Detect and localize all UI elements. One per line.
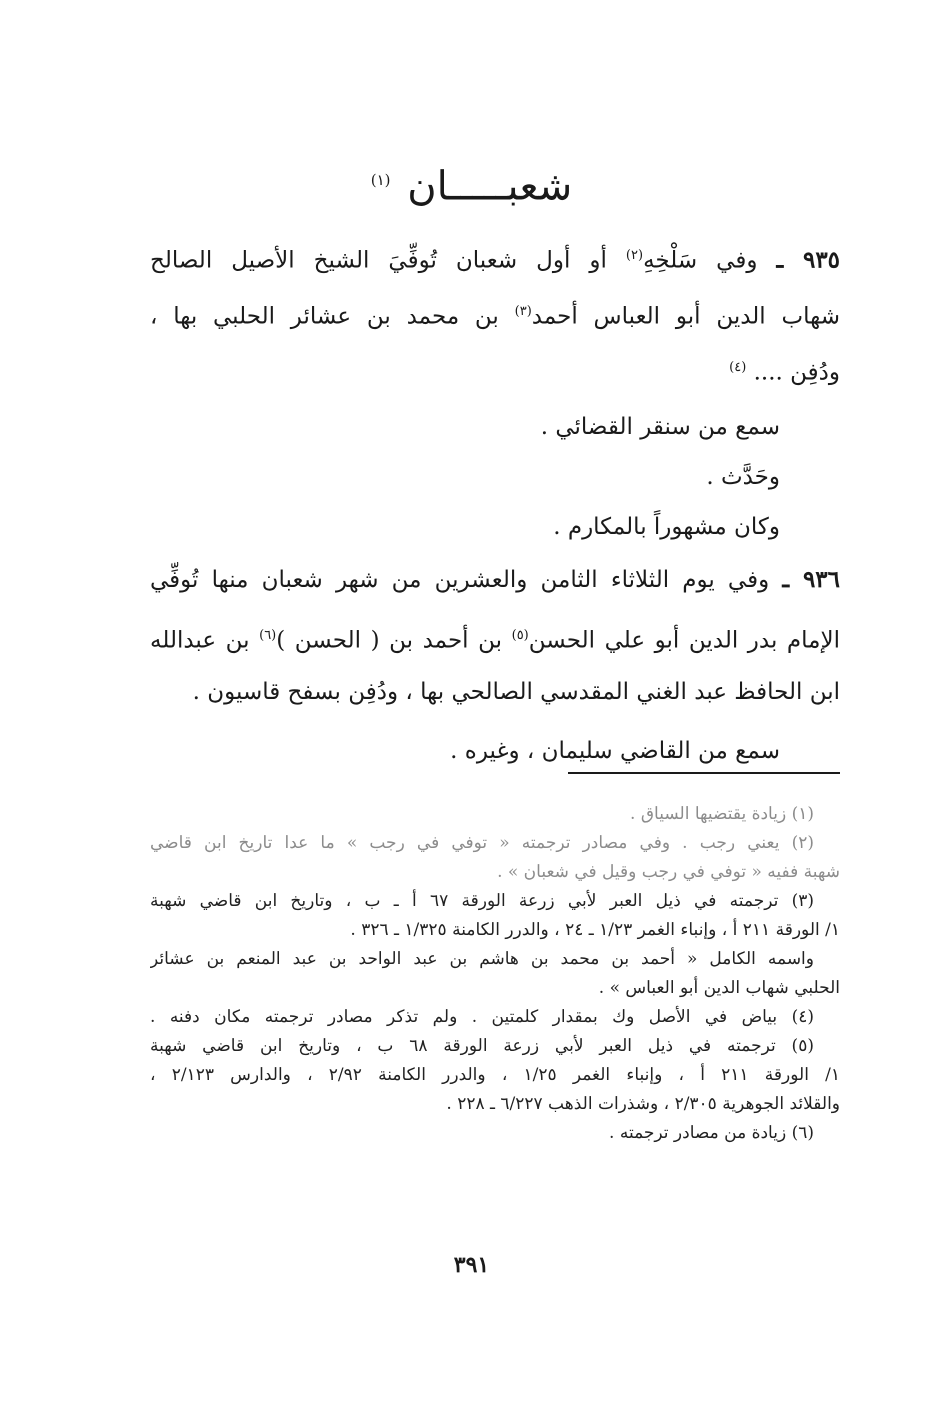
entry-text: الإمام بدر الدين أبو علي الحسن [528,627,840,654]
entry-936-line-2 [150,608,840,664]
footnote-ref: (٥) [511,628,529,643]
footnote-line: ١/ الورقة ٢١١ أ ، وإنباء الغمر ١/٢٣ ـ ٢٤ ، والدرر الكامنة ١/٣٢٥ ـ ٣٢٦ . [350,920,840,940]
entry-935-line-1 [150,228,840,284]
footnote-ref: (١) [370,171,391,189]
entry-text: بن عبدالله [150,627,250,654]
entry-text: وفي يوم الثلاثاء الثامن والعشرين من شهر شعبان منها تُوفِّي [150,567,770,593]
entry-number: ٩٣٥ ـ [776,246,840,274]
entry-935-detail: سمع من سنقر القضائي . [540,414,780,440]
footnote-line: واسمه الكامل « أحمد بن محمد بن هاشم بن عبد الواحد بن عبد المنعم بن عشائر [150,949,814,969]
entry-935-line-2 [150,284,840,340]
footnote-ref: (٤) [729,360,747,375]
entry-text: ابن الحافظ عبد الغني المقدسي الصالحي بها ، ودُفِن بسفح قاسيون . [192,679,840,705]
entry-936-detail: سمع من القاضي سليمان ، وغيره . [450,738,780,764]
footnote-line: (٦) زيادة من مصادر ترجمته . [609,1123,814,1143]
entry-text: أو أول شعبان تُوفِّيَ الشيخ الأصيل الصالح [150,247,607,274]
entry-936-line-3 [150,664,840,720]
page-number: ٣٩١ [453,1252,490,1278]
footnote-line: والقلائد الجوهرية ٢/٣٠٥ ، وشذرات الذهب ٦/٢٢٧ ـ ٢٢٨ . [446,1094,840,1114]
main-text [150,228,840,776]
footnote-line: الحلبي شهاب الدين أبو العباس » . [598,978,840,998]
chapter-title-text: شعبـــــان [407,163,573,210]
chapter-title [0,150,943,216]
entry-936-line-1 [150,552,840,608]
entry-text: ودُفِن .... [753,359,840,386]
footnote-ref: (٢) [625,248,644,263]
footnote-divider [568,772,840,774]
footnote-line: (٢) يعني رجب . وفي مصادر ترجمته « توفي في رجب » ما عدا تاريخ ابن قاضي [150,833,814,853]
footnote-line: (٥) ترجمته في ذيل العبر لأبي زرعة الورقة ٦٨ ب ، وتاريخ ابن قاضي شهبة [150,1036,814,1056]
entry-935-line-3 [150,340,840,396]
entry-935-detail: وحَدَّث . [706,464,780,490]
footnote-line: شهبة ففيه « توفي في رجب وقيل في شعبان » . [497,862,840,882]
entry-text: وفي سَلْخِهِ [643,247,758,274]
entry-text: شهاب الدين أبو العباس أحمد [531,303,840,330]
entry-935-detail: وكان مشهوراً بالمكارم . [553,514,780,540]
entry-number: ٩٣٦ ـ [782,566,840,593]
footnote-ref: (٦) [259,628,277,643]
footnote-line: (١) زيادة يقتضيها السياق . [630,804,814,824]
footnote-line: ١/ الورقة ٢١١ أ ، وإنباء الغمر ١/٢٥ ، والدرر الكامنة ٢/٩٢ ، والدارس ٢/١٢٣ ، [150,1065,840,1085]
entry-text: بن محمد بن عشائر الحلبي بها ، [150,303,499,330]
footnote-line: (٤) بياض في الأصل وك بمقدار كلمتين . ولم تذكر مصادر ترجمته مكان دفنه . [150,1007,814,1027]
footnote-line: (٣) ترجمته في ذيل العبر لأبي زرعة الورقة ٦٧ أ ـ ب ، وتاريخ ابن قاضي شهبة [150,891,814,911]
entry-text: بن أحمد بن ( الحسن ) [276,627,503,654]
footnote-ref: (٣) [514,304,532,319]
footnotes [150,800,840,1148]
